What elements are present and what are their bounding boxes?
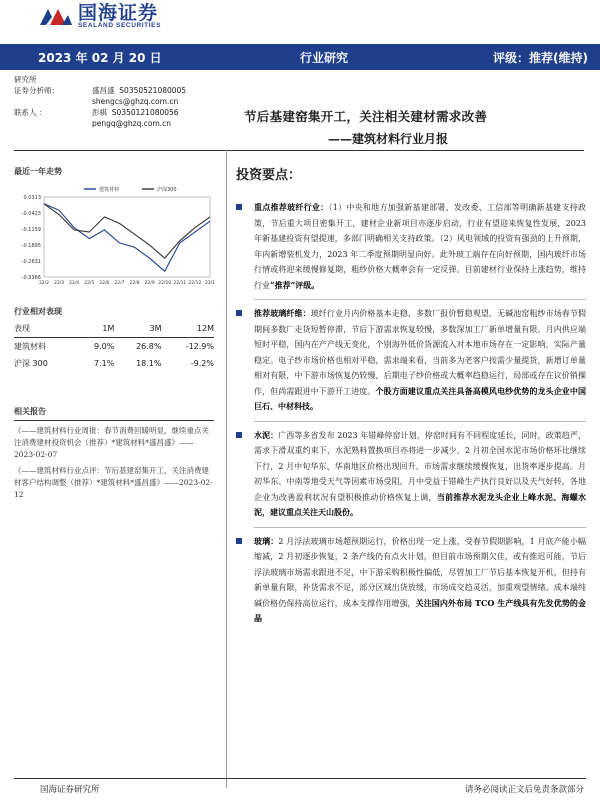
key-point-paragraph	[236, 534, 586, 627]
bullet-icon	[236, 432, 242, 438]
brand-name-cn: 国海证券	[78, 2, 159, 24]
dept-label: 研究所	[14, 75, 37, 84]
column-divider	[226, 150, 227, 788]
perf-row	[14, 355, 214, 372]
footer-institute: 国海证券研究所	[40, 785, 100, 795]
y-tick-label: -0.2631	[21, 259, 41, 266]
footer-disclaimer[interactable]: 请务必阅读正文后免责条款部分	[464, 785, 584, 795]
key-point-tail: 个股方面建议重点关注具备高模风电纱优势的龙头企业中国巨石、中材科技。	[254, 385, 586, 411]
y-tick-label: 0.0313	[23, 195, 41, 201]
legend-label: 建筑材料	[99, 187, 120, 193]
perf-cell: 沪深 300	[14, 359, 48, 368]
report-type: 行业研究	[300, 50, 349, 65]
y-tick-label: -0.3366	[21, 275, 41, 281]
x-tick-label: 22/12	[188, 281, 202, 286]
key-point-paragraph	[236, 428, 586, 521]
perf-title: 行业相对表现	[14, 307, 62, 316]
chart-plot-area	[44, 197, 210, 277]
key-point-text: （1）中央和地方加强新基建部署、发改委、工信部等明确新基建支持政策，节后重大项目密集开工，建材企业新项目亦逐步启动，行业有望迎来恢复性发展，2023 年新基建投资有望提速，多部门明确相关支持政策。（2）风电领域的投资有强劲的上升预期，年内新增装机发力，2023 年二季度预期明显向好。此外玻工端存在向好预期，国内玻纤市场行情或将迎来缓慢修复期，粗纱价格大概率会有一定反弹。目前建材行业保持上涨趋势，维持行业	[254, 203, 586, 290]
x-tick-label: 22/9	[144, 281, 155, 286]
paragraph-divider	[254, 421, 586, 422]
analyst-role-label: 证券分析师：	[14, 86, 59, 95]
key-point-head: 重点推荐玻纤行业：	[254, 202, 329, 212]
x-tick-label: 23/1	[204, 281, 216, 286]
perf-header: 表现	[14, 320, 77, 338]
report-title: 节后基建窑集开工，关注相关建材需求改善	[244, 109, 488, 124]
bullet-icon	[236, 538, 242, 544]
perf-cell: 建筑材料	[14, 342, 46, 351]
y-tick-label: -0.1159	[21, 227, 41, 234]
key-point-head: 水泥：	[254, 429, 279, 440]
perf-cell: 26.8%	[136, 342, 162, 351]
analyst-block	[14, 74, 214, 129]
key-point-head: 玻璃：	[254, 535, 279, 546]
brand-name-en: SEALAND SECURITIES	[78, 22, 162, 29]
contact-row	[14, 107, 214, 118]
x-tick-label: 22/8	[129, 281, 140, 286]
key-point-head: 推荐玻璃纤维：	[254, 308, 311, 318]
x-tick-label: 22/7	[114, 281, 125, 286]
contact-email-row	[14, 118, 214, 129]
x-tick-label: 22/6	[99, 281, 110, 286]
x-tick-label: 22/4	[69, 281, 80, 286]
legend-label: 沪深300	[157, 187, 177, 193]
perf-table	[14, 320, 214, 372]
key-point-text: 2 月浮法玻璃市场超预期运行，价格出现一定上涨，受春节假期影响，1 月底产能小幅缩减，2 月初逐步恢复，2 条产线仍有点火计划，但目前市场预期欠佳，或有推迟可能，节后浮法玻璃市场需求跟进不足，中下游采购积极性偏低，尽管加工厂节后基本恢复开机，但持有新单量有限，补货需求不足，部分区域出货放缓，市场成交趋灵活，加重观望情绪。成本端纯碱价格仍保持高位运行，成本支撑作用增强，	[254, 536, 587, 608]
perf-cell: 7.1%	[94, 359, 115, 368]
x-tick-label: 22/2	[38, 281, 50, 286]
analyst-row	[14, 85, 214, 96]
perf-cell: -12.9%	[185, 342, 214, 351]
key-point-tail: 关注国内外布局 TCO 生产线具有先发优势的金晶	[254, 597, 586, 623]
related-report-item[interactable]: 《——建筑材料行业周报：春节消费回暖明显，继续重点关注消费建材投资机会（推荐）*建筑材料*盛昌盛》——2023-02-07	[14, 426, 209, 459]
key-point-tail: “推荐”评级。	[270, 279, 320, 290]
paragraph-divider	[254, 299, 586, 300]
key-point-text: 广西等多省发布 2023 年错峰停窑计划，停窑时间有不同程度延长，同时，政策趋严，需求下滑双重约束下，水泥熟料置换项目亦将进一步减少，2 月初全国水泥市场价格环比继续下行，2 月中旬华东、华南地区价格出现回升，市场需求继续缓慢恢复，出货率逐步提高。月初华东、中南等地受天气等因素市场受阻，月中受益于错峰生产执行良好以及天气好转，各地企业为改善盈利状况有望积极推动价格恢复上调，	[254, 430, 586, 502]
series-line-building-materials	[44, 204, 210, 271]
contact-label: 联系人 ：	[14, 108, 47, 117]
trend-chart-svg	[14, 183, 214, 293]
related-reports	[14, 406, 214, 501]
perf-header: 1M	[77, 320, 115, 338]
related-report-item[interactable]: 《——建筑材料行业点评：节后基建窑集开工，关注消费建材客户结构调整（推荐）*建筑材料*盛昌盛》——2023-02-12	[14, 466, 213, 499]
header-divider	[14, 150, 584, 151]
key-point-paragraph	[236, 200, 586, 293]
x-tick-label: 22/5	[84, 281, 95, 286]
key-point-paragraph	[236, 306, 586, 415]
analyst-id: S0350521080005	[119, 86, 187, 95]
contact-id: S0350121080056	[111, 108, 179, 117]
company-logo	[38, 4, 161, 29]
analyst-email[interactable]: shengcs@ghzq.com.cn	[92, 97, 179, 106]
related-title: 相关报告	[14, 406, 214, 421]
key-point-tail: 当前推荐水泥龙头企业上峰水泥、海螺水泥，建议重点关注天山股份。	[254, 491, 587, 517]
perf-header: 12M	[162, 320, 215, 338]
key-points-body	[236, 200, 586, 627]
x-tick-label: 22/11	[173, 281, 187, 286]
contact-email[interactable]: pengq@ghzq.com.cn	[92, 119, 172, 128]
series-line-hs300	[44, 204, 210, 258]
perf-cell: 18.1%	[136, 359, 162, 368]
x-tick-label: 22/3	[54, 281, 65, 286]
y-tick-label: -0.0423	[21, 211, 41, 218]
y-tick-label: -0.1895	[21, 243, 41, 250]
report-rating: 评级：推荐(维持)	[493, 50, 588, 65]
perf-row	[14, 338, 214, 356]
report-date: 2023 年 02 月 20 日	[38, 50, 162, 65]
trend-chart	[14, 183, 214, 293]
contact-name: 彭棋	[92, 108, 107, 117]
perf-header-row	[14, 320, 214, 338]
header-banner	[0, 44, 600, 70]
analyst-email-row	[14, 96, 214, 107]
bullet-icon	[236, 310, 242, 316]
perf-cell: 9.0%	[94, 342, 115, 351]
report-subtitle: ——建筑材料行业月报	[328, 132, 449, 146]
trend-label: 最近一年走势	[14, 167, 62, 176]
analyst-name: 盛昌盛	[92, 86, 115, 95]
bullet-icon	[236, 204, 242, 210]
perf-cell: -9.2%	[190, 359, 214, 368]
paragraph-divider	[254, 527, 586, 528]
key-points-title: 投资要点：	[236, 168, 302, 183]
perf-header: 3M	[114, 320, 161, 338]
x-tick-label: 22/10	[158, 281, 172, 286]
logo-mark-icon	[38, 5, 72, 29]
key-point-text: 玻纤行业月内价格基本走稳，多数厂报价暂稳观望，无碱池窑粗纱市场春节假期间多数厂走货短暂停滞，节后下游需求恢复较慢，多数深加工厂新单增量有限。月内供应端短时平稳，国内在产产线无变化，个别海外低价货源流入对本地市场存在一定影响，实际产量稳定。电子纱市场价格也相对平稳，需求端来看，当前多为老客户按需少量提货，新增订单量相对有限，中下游市场恢复仍较慢，后期电子纱价格或大概率趋稳运行，局部或存在议价销操作，但尚需跟进中下游开工进度。	[254, 309, 586, 396]
footer-divider	[14, 778, 586, 779]
